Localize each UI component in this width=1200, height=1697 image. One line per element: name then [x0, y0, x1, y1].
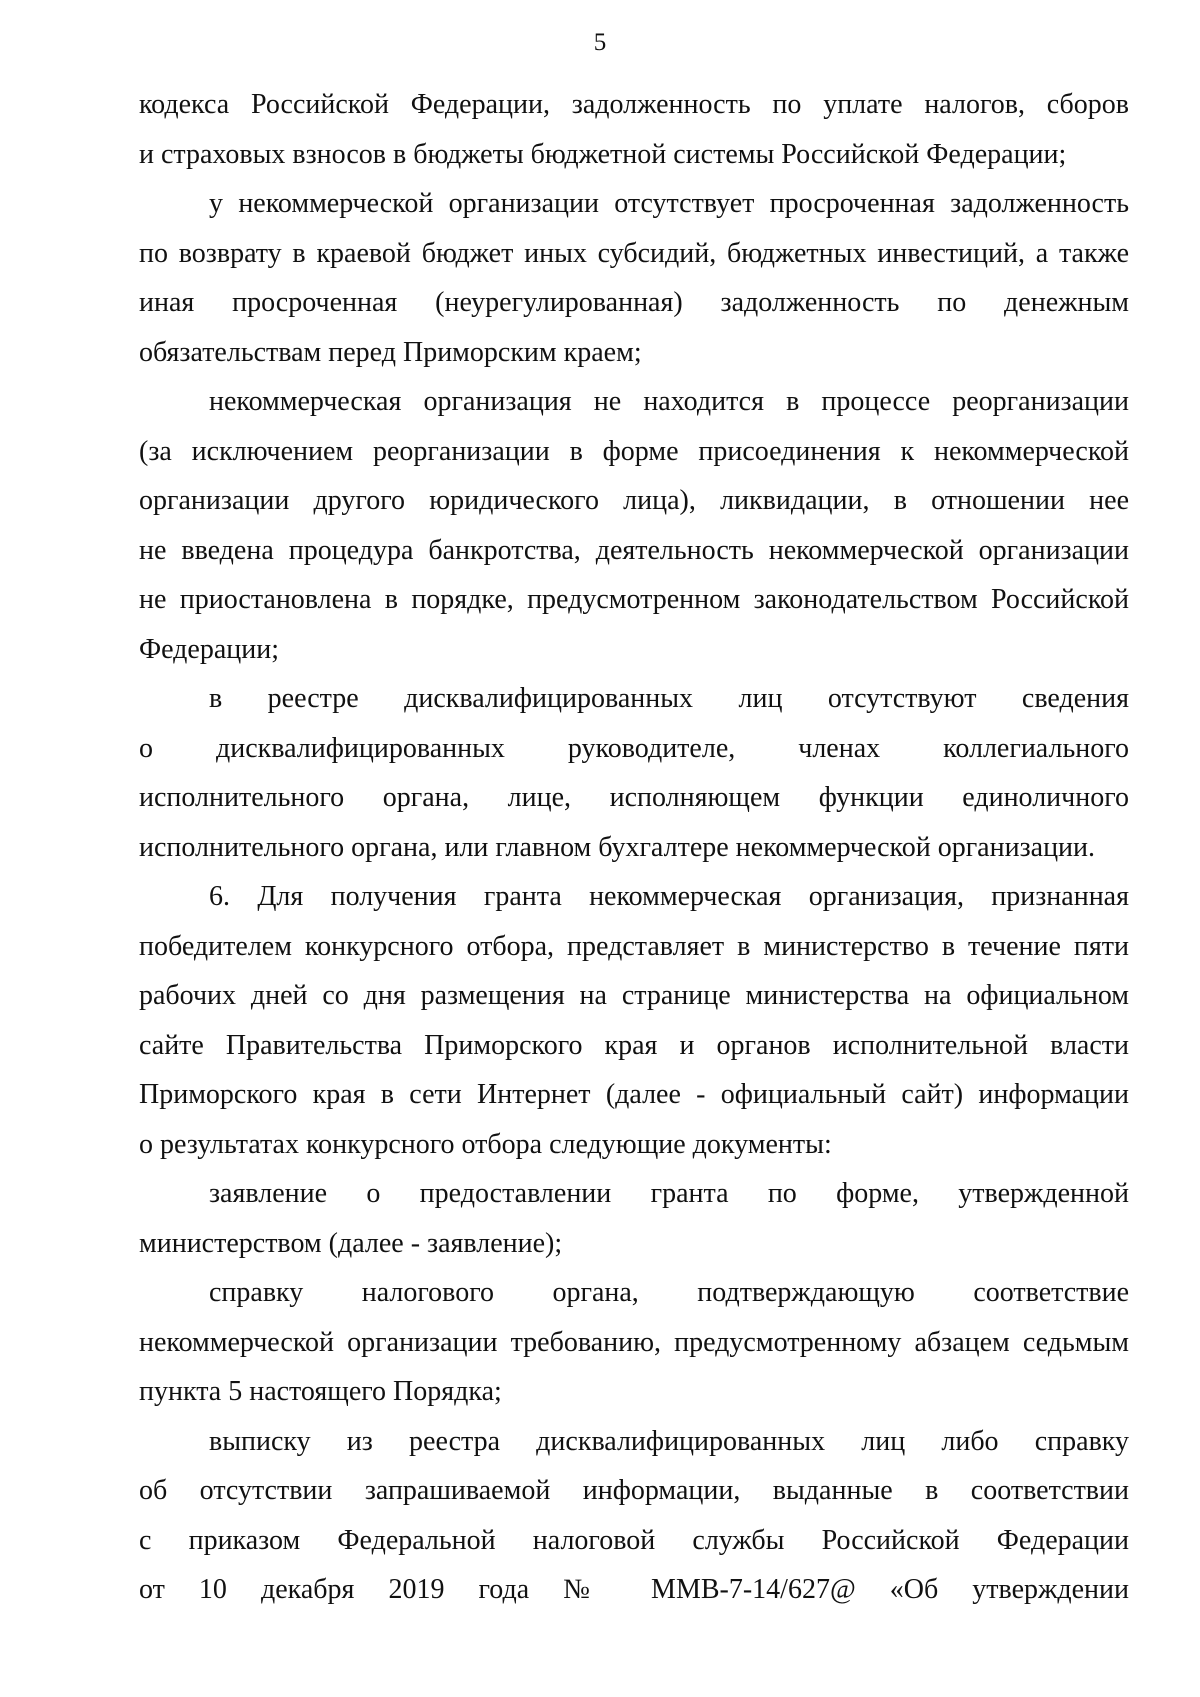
text-line: Федерации; — [139, 633, 280, 665]
text-line: от 10 декабря 2019 года № ММВ-7-14/627@ «Об утверждении — [139, 1574, 1129, 1605]
text-line: пункта 5 настоящего Порядка; — [139, 1376, 502, 1407]
text-line: исполнительного органа, или главном бухгалтере некоммерческой организации. — [139, 831, 1096, 863]
text-line: победителем конкурсного отбора, представляет в министерство в течение пяти — [139, 930, 1129, 962]
page-number: 5 — [593, 29, 607, 56]
text-line: заявление о предоставлении гранта по форме, утвержденной — [209, 1178, 1129, 1209]
text-line: о результатах конкурсного отбора следующие документы: — [139, 1128, 832, 1160]
text-line: исполнительного органа, лице, исполняющем функции единоличного — [139, 782, 1129, 813]
text-line: по возврату в краевой бюджет иных субсидий, бюджетных инвестиций, а также — [139, 237, 1129, 269]
text-line: кодекса Российской Федерации, задолженность по уплате налогов, сборов — [139, 89, 1129, 120]
text-line: об отсутствии запрашиваемой информации, выданные в соответствии — [139, 1475, 1129, 1506]
text-line: с приказом Федеральной налоговой службы Российской Федерации — [139, 1524, 1129, 1556]
text-line: иная просроченная (неурегулированная) задолженность по денежным — [139, 287, 1129, 318]
paragraph — [139, 872, 1129, 1169]
text-line: в реестре дисквалифицированных лиц отсутствуют сведения — [209, 683, 1129, 714]
text-line: Приморского края в сети Интернет (далее - официальный сайт) информации — [139, 1079, 1129, 1110]
text-line: (за исключением реорганизации в форме присоединения к некоммерческой — [139, 435, 1129, 467]
paragraph — [139, 1268, 1129, 1417]
text-line: рабочих дней со дня размещения на странице министерства на официальном — [139, 980, 1129, 1011]
text-line: не введена процедура банкротства, деятельность некоммерческой организации — [139, 534, 1129, 566]
paragraph — [139, 179, 1129, 377]
text-line: министерством (далее - заявление); — [139, 1227, 563, 1259]
text-line: не приостановлена в порядке, предусмотренном законодательством Российской — [139, 584, 1129, 615]
text-line: и страховых взносов в бюджеты бюджетной системы Российской Федерации; — [139, 138, 1067, 170]
document-body — [139, 80, 1129, 1615]
text-line: справку налогового органа, подтверждающую соответствие — [209, 1277, 1129, 1308]
paragraph — [139, 674, 1129, 872]
text-line: обязательствам перед Приморским краем; — [139, 336, 642, 368]
text-line: выписку из реестра дисквалифицированных лиц либо справку — [209, 1425, 1129, 1457]
paragraph — [139, 377, 1129, 674]
text-line: 6. Для получения гранта некоммерческая организация, признанная — [209, 881, 1129, 912]
paragraph — [139, 1169, 1129, 1268]
paragraph — [139, 80, 1129, 179]
text-line: организации другого юридического лица), ликвидации, в отношении нее — [139, 485, 1129, 516]
paragraph — [139, 1417, 1129, 1615]
text-line: у некоммерческой организации отсутствует просроченная задолженность — [209, 188, 1129, 219]
text-line: некоммерческая организация не находится в процессе реорганизации — [209, 386, 1129, 417]
text-line: сайте Правительства Приморского края и органов исполнительной власти — [139, 1029, 1129, 1061]
text-line: некоммерческой организации требованию, предусмотренному абзацем седьмым — [139, 1326, 1129, 1358]
text-line: о дисквалифицированных руководителе, членах коллегиального — [139, 732, 1129, 764]
